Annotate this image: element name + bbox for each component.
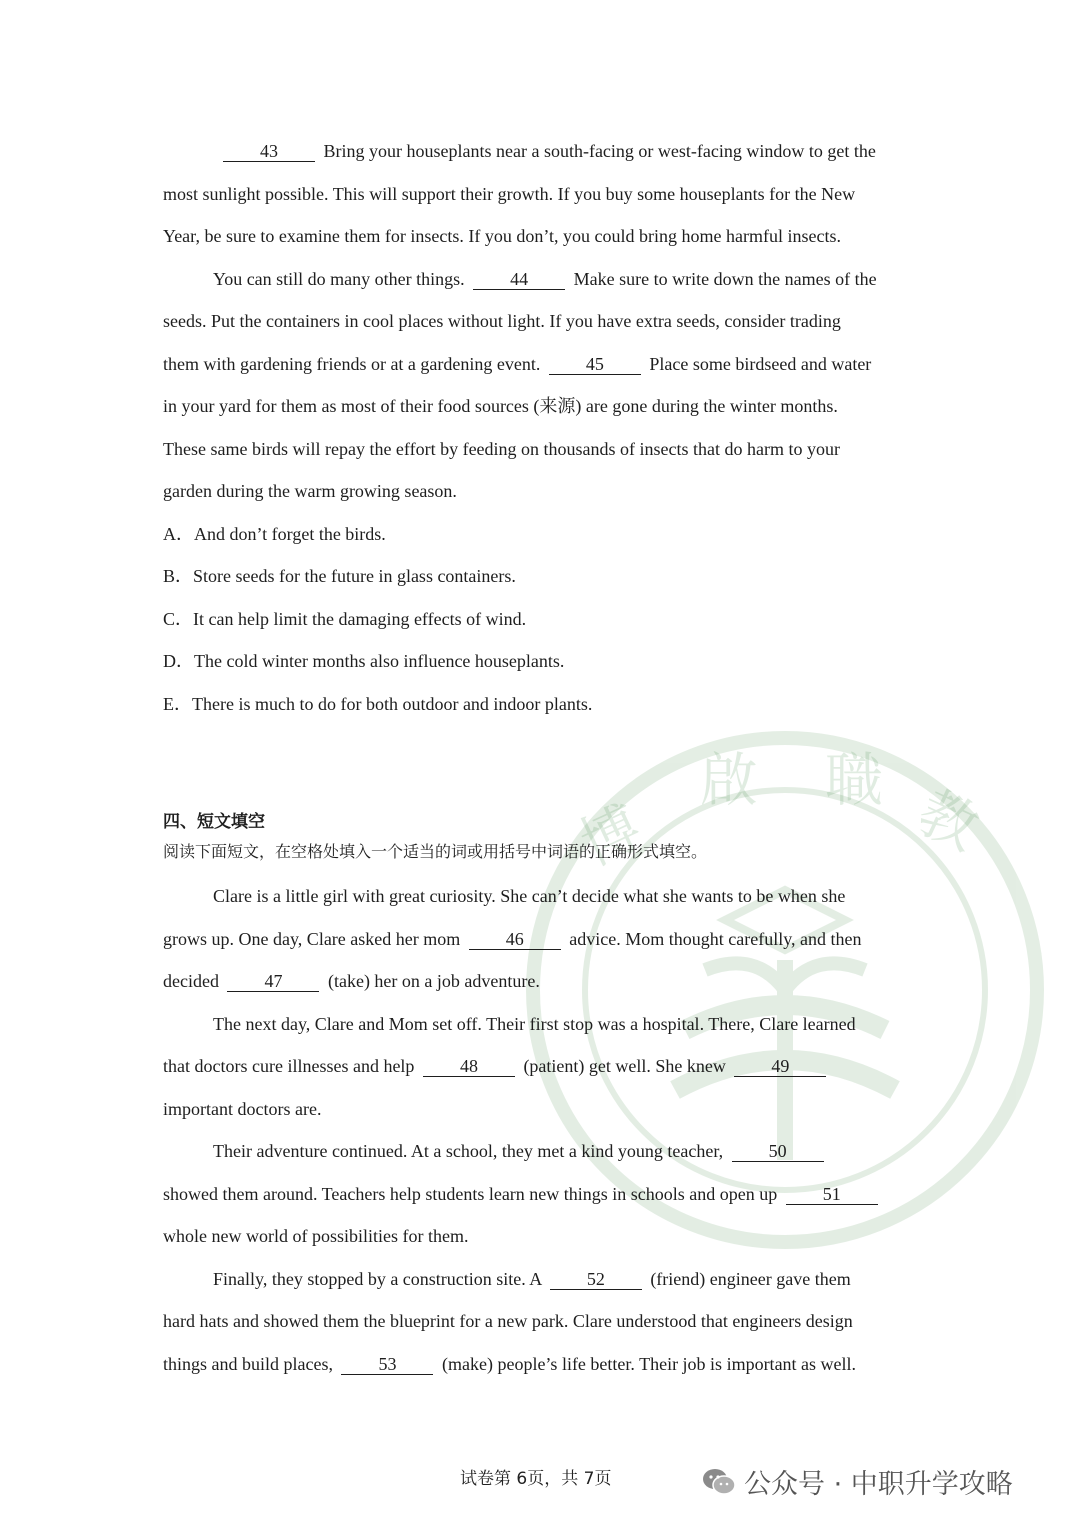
section-instruction: 阅读下面短文，在空格处填入一个适当的词或用括号中词语的正确形式填空。 xyxy=(163,842,708,861)
answer-blank-47[interactable]: 47 xyxy=(227,971,319,992)
answer-blank-45[interactable]: 45 xyxy=(549,354,641,375)
svg-text:教: 教 xyxy=(907,777,989,864)
passage-line: most sunlight possible. This will support their growth. If you buy some houseplants for the New xyxy=(163,183,856,204)
passage-line: them with gardening friends or at a gardening event. 45 Place some birdseed and water xyxy=(163,353,872,374)
passage-line: You can still do many other things. 44 Make sure to write down the names of the xyxy=(213,268,877,289)
passage-line: that doctors cure illnesses and help 48 (patient) get well. She knew 49 xyxy=(163,1045,923,1088)
passage-line: in your yard for them as most of their food sources (来源) are gone during the winter months. xyxy=(163,396,838,416)
passage-line: garden during the warm growing season. xyxy=(163,481,457,501)
passage-line: Their adventure continued. At a school, they met a kind young teacher, 50 xyxy=(163,1130,923,1173)
answer-blank-46[interactable]: 46 xyxy=(469,929,561,950)
svg-text:職: 職 xyxy=(825,746,884,814)
option-c: C．It can help limit the damaging effects of wind. xyxy=(163,608,527,629)
page-number: 试卷第 6页，共 7页 xyxy=(460,1469,612,1489)
passage-line: 43 Bring your houseplants near a south-facing or west-facing window to get the xyxy=(163,130,923,173)
passage-line: grows up. One day, Clare asked her mom 46 advice. Mom thought carefully, and then xyxy=(163,928,862,949)
answer-blank-44[interactable]: 44 xyxy=(473,269,565,290)
passage-line: things and build places, 53 (make) people’s life better. Their job is important as well. xyxy=(163,1353,857,1374)
passage-line: showed them around. Teachers help students learn new things in schools and open up 51 xyxy=(163,1173,923,1216)
passage-line: important doctors are. xyxy=(163,1098,322,1119)
answer-blank-49[interactable]: 49 xyxy=(734,1056,826,1077)
section-title: 四、短文填空 xyxy=(163,812,265,832)
wechat-brand[interactable] xyxy=(702,1462,1013,1501)
answer-blank-43[interactable]: 43 xyxy=(223,141,315,162)
passage-line: decided 47 (take) her on a job adventure. xyxy=(163,971,540,991)
answer-blank-48[interactable]: 48 xyxy=(423,1056,515,1077)
passage-line: Clare is a little girl with great curiosity. She can’t decide what she wants to be when she xyxy=(213,886,846,906)
svg-text:博: 博 xyxy=(570,792,652,879)
option-d: D．The cold winter months also influence houseplants. xyxy=(163,651,565,671)
wechat-icon xyxy=(702,1467,736,1497)
exam-content xyxy=(163,130,923,1385)
option-e: E．There is much to do for both outdoor and indoor plants. xyxy=(163,693,593,714)
passage-line: whole new world of possibilities for them. xyxy=(163,1226,469,1246)
passage-line: These same birds will repay the effort by feeding on thousands of insects that do harm to your xyxy=(163,438,841,459)
answer-blank-51[interactable]: 51 xyxy=(786,1184,878,1205)
passage-line: Finally, they stopped by a construction site. A 52 (friend) engineer gave them xyxy=(213,1268,851,1289)
option-b: B．Store seeds for the future in glass containers. xyxy=(163,566,516,586)
answer-blank-52[interactable]: 52 xyxy=(550,1269,642,1290)
answer-blank-53[interactable]: 53 xyxy=(341,1354,433,1375)
answer-blank-50[interactable]: 50 xyxy=(732,1141,824,1162)
passage-line: seeds. Put the containers in cool places without light. If you have extra seeds, consider trading xyxy=(163,311,841,331)
option-a: A．And don’t forget the birds. xyxy=(163,523,386,544)
brand-text: 公众号 · 中职升学攻略 xyxy=(744,1469,1013,1500)
passage-line: The next day, Clare and Mom set off. Their first stop was a hospital. There, Clare learned xyxy=(213,1013,856,1034)
passage-line: Year, be sure to examine them for insects. If you don’t, you could bring home harmful insects. xyxy=(163,226,841,246)
passage-line: hard hats and showed them the blueprint for a new park. Clare understood that engineers design xyxy=(163,1311,853,1331)
svg-text:啟: 啟 xyxy=(700,746,759,814)
